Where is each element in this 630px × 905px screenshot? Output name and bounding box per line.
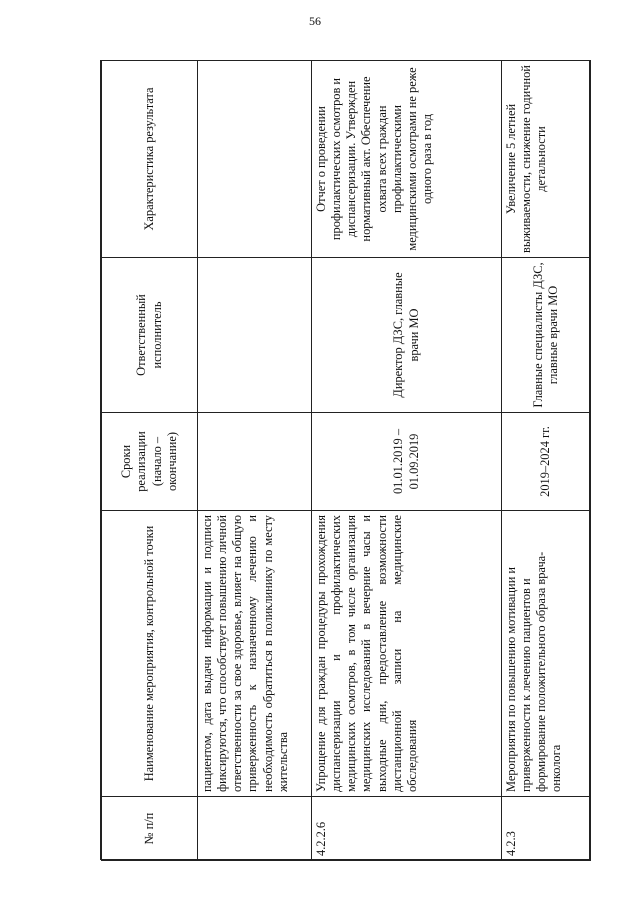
cell-responsible [198, 258, 312, 413]
cell-result: Отчет о проведении профилактических осмотров и диспансеризации. Утвержден нормативный акт. Обеспечение охвата всех граждан профилактическими медицинскими осмотрами не реже одного раза в год [312, 61, 502, 258]
cell-num [198, 797, 312, 861]
header-result: Характеристика результата [102, 61, 198, 258]
rotated-table-frame [100, 60, 590, 860]
table-row [312, 61, 502, 861]
cell-action: Мероприятия по повышению мотивации и приверженности к лечению пациентов и формирование положительного образа врача-онколога [502, 511, 591, 797]
header-term: Сроки реализации (начало – окончание) [102, 413, 198, 511]
rotated-table-container [101, 61, 591, 861]
cell-action: пациентом, дата выдачи информации и подписи фиксируются, что способствует повышению личной ответственности за свое здоровье, влияет на общую приверженность к назначенному лечению и необходимость обратиться в поликлинику по месту жительства [198, 511, 312, 797]
table-row [502, 61, 591, 861]
cell-term: 2019–2024 гг. [502, 413, 591, 511]
cell-responsible: Директор ДЗС, главные врачи МО [312, 258, 502, 413]
header-action: Наименование мероприятия, контрольной точки [102, 511, 198, 797]
cell-result: Увеличение 5 летней выживаемости, снижение годичной детальности [502, 61, 591, 258]
cell-term: 01.01.2019 – 01.09.2019 [312, 413, 502, 511]
cell-num: 4.2.2.6 [312, 797, 502, 861]
page-number: 56 [309, 14, 321, 28]
cell-responsible: Главные специалисты ДЗС, главные врачи МО [502, 258, 591, 413]
header-responsible: Ответственный исполнитель [102, 258, 198, 413]
table-header-row [102, 61, 198, 861]
cell-term [198, 413, 312, 511]
cell-action: Упрощение для граждан процедуры прохождения диспансеризации и профилактических медицинских осмотров, в том числе организация медицинских исследований в вечерние часы и выходные дни, предоставление возможности дистанционной записи на медицинские обследования [312, 511, 502, 797]
cell-result [198, 61, 312, 258]
table-row [198, 61, 312, 861]
header-num: № п/п [102, 797, 198, 861]
measures-table [101, 60, 591, 861]
cell-num: 4.2.3 [502, 797, 591, 861]
